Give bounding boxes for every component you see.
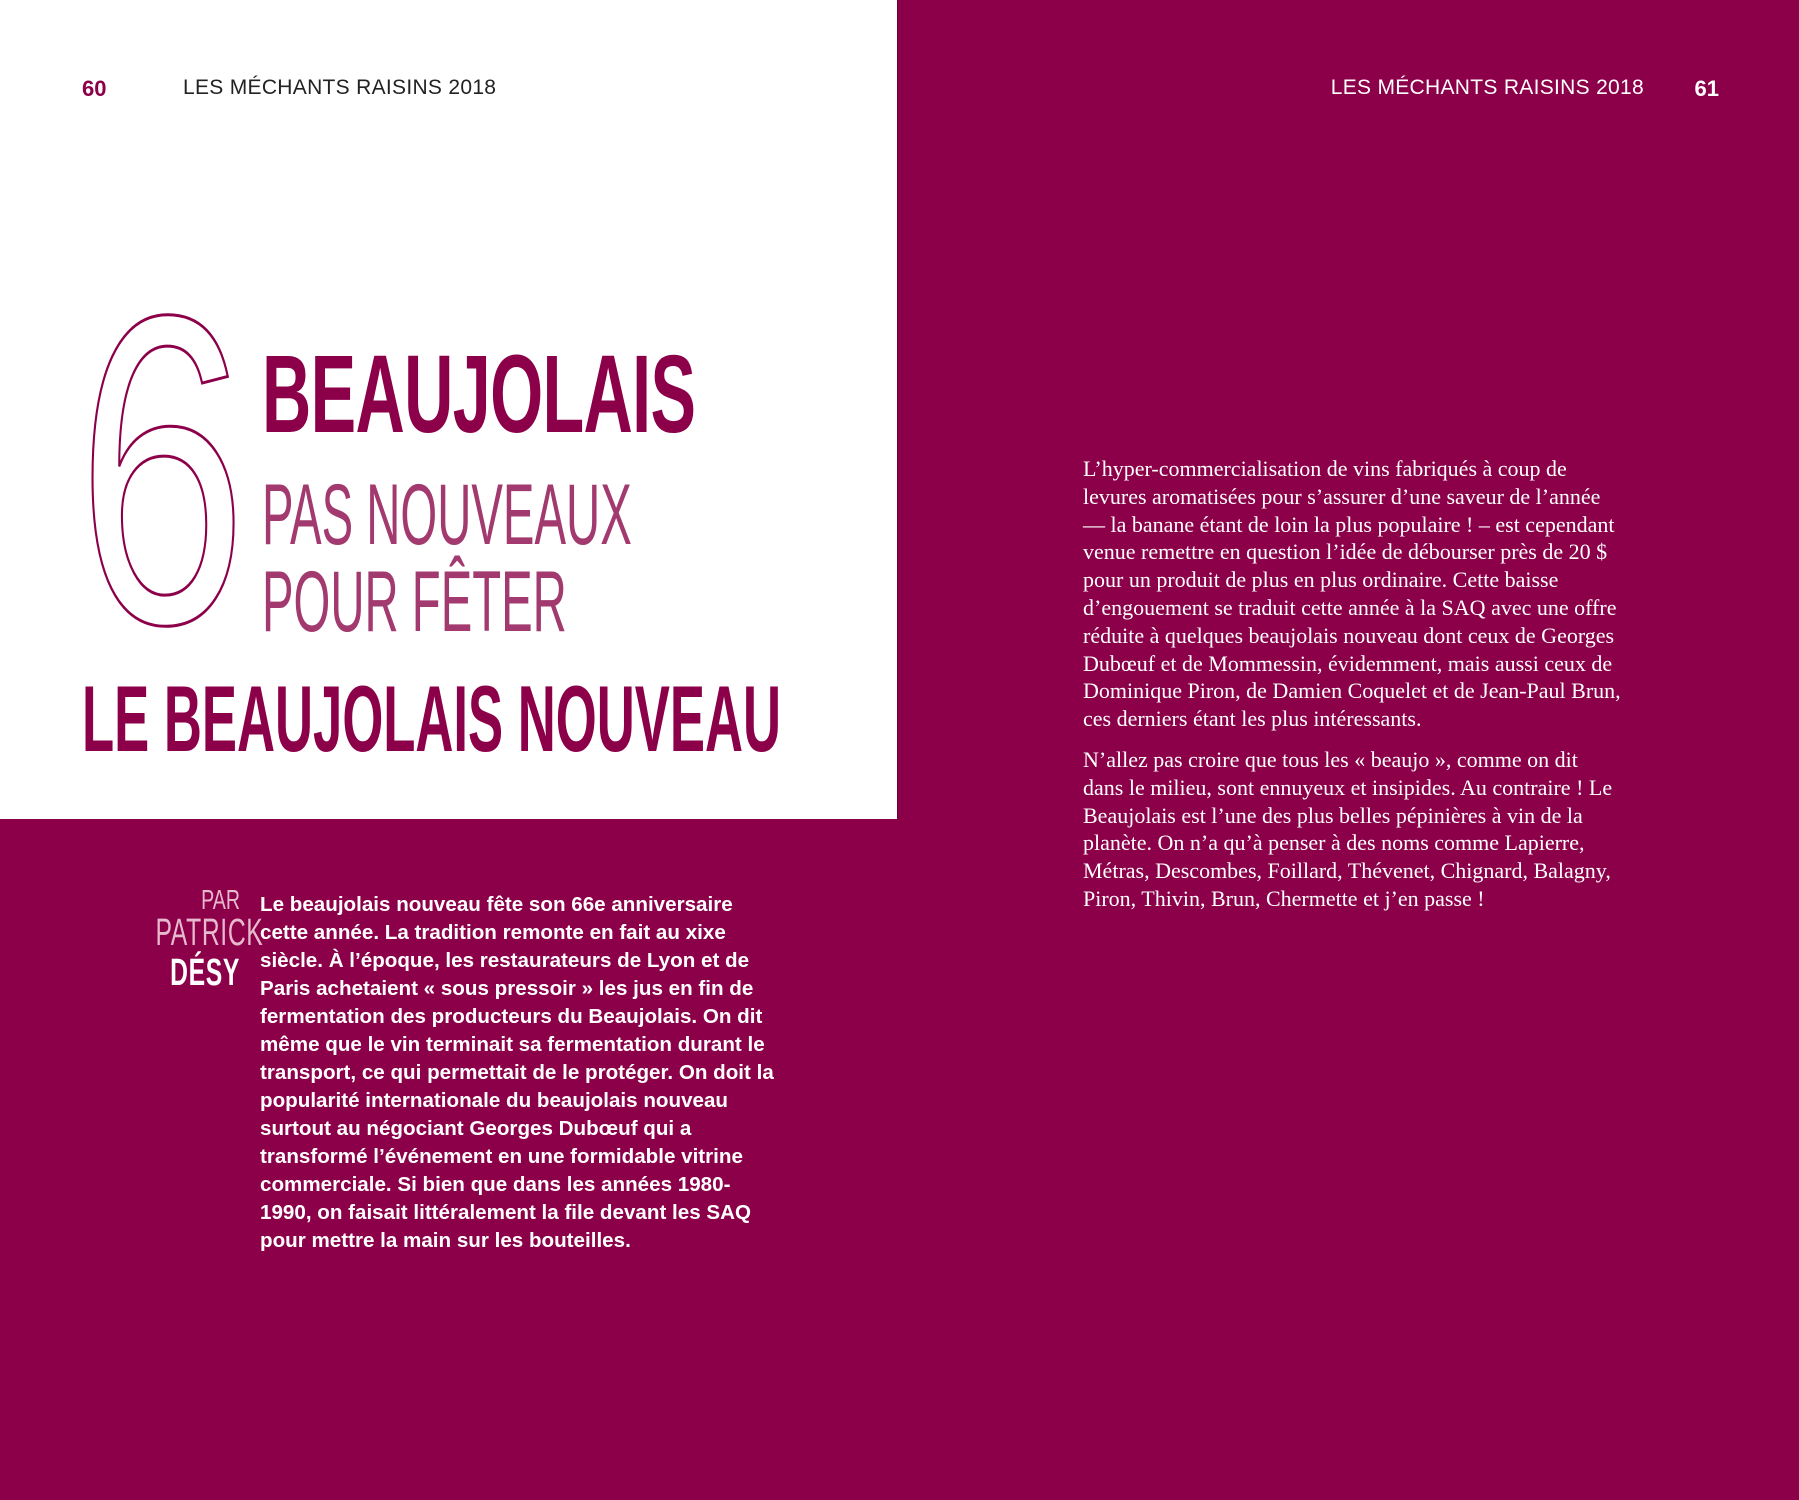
byline xyxy=(110,884,264,995)
outlined-number-six xyxy=(72,225,252,716)
running-head-right: LES MÉCHANTS RAISINS 2018 xyxy=(1330,76,1644,99)
title-line-1: BEAUJOLAIS xyxy=(262,333,696,456)
title-line-3: POUR FÊTER xyxy=(262,554,567,650)
title-number: 6 xyxy=(77,225,247,716)
running-head-left: LES MÉCHANTS RAISINS 2018 xyxy=(183,76,497,99)
byline-par: PAR xyxy=(201,884,240,915)
title-line-4: LE BEAUJOLAIS NOUVEAU xyxy=(82,666,782,771)
byline-first-name: PATRICK xyxy=(155,912,264,955)
intro-paragraph: Le beaujolais nouveau fête son 66e anniversaire cette année. La tradition remonte en fait au xixe siècle. À l’époque, les restaurateurs de Lyon et de Paris achetaient « sous pressoir » les jus en fin de fermentation des producteurs du Beaujolais. On dit même que le vin terminait sa fermentation durant le transport, ce qui permettait de le protéger. On doit la popularité internationale du beaujolais nouveau surtout au négociant Georges Dubœuf qui a transformé l’événement en une formidable vitrine commerciale. Si bien que dans les années 1980-1990, on faisait littéralement la file devant les SAQ pour mettre la main sur les bouteilles. xyxy=(260,893,774,1252)
page-number-right: 61 xyxy=(1694,76,1719,101)
body-paragraph: L’hyper-commercialisation de vins fabriqués à coup de levures aromatisées pour s’assurer d’une saveur de l’année — la banane étant de loin la plus populaire ! – est cependant venue remettre en question l’idée de débourser près de 20 $ pour un produit de plus en plus ordinaire. Cette baisse d’engouement se traduit cette année à la SAQ avec une offre réduite à quelques beaujolais nouveau dont ceux de Georges Dubœuf et de Mommessin, évidemment, mais aussi ceux de Dominique Piron, de Damien Coquelet et de Jean-Paul Brun, ces derniers étant les plus intéressants. xyxy=(1083,456,1621,732)
right-page xyxy=(898,0,1799,1500)
byline-last-name: DÉSY xyxy=(170,952,240,995)
body-paragraph: N’allez pas croire que tous les « beaujo », comme on dit dans le milieu, sont ennuyeux et insipides. Au contraire ! Le Beaujolais est l’une des plus belles pépinières à vin de la planète. On n’a qu’à penser à des noms comme Lapierre, Métras, Descombes, Foillard, Thévenet, Chignard, Balagny, Piron, Thivin, Brun, Chermette et j’en passe ! xyxy=(1083,746,1613,911)
left-page xyxy=(0,0,898,1500)
body-text xyxy=(1083,455,1623,926)
page-number-left: 60 xyxy=(82,76,107,101)
title-line-2: PAS NOUVEAUX xyxy=(262,467,632,563)
